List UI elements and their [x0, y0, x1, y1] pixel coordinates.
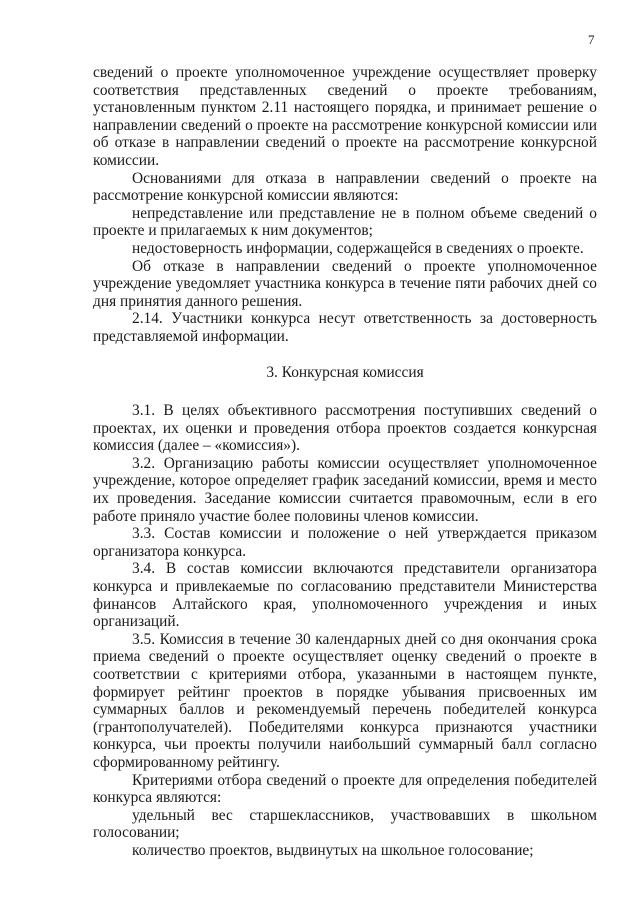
document-body	[93, 64, 597, 860]
page-number: 7	[588, 32, 595, 47]
body-paragraph: удельный вес старшеклассников, участвовавших в школьном голосовании;	[93, 806, 597, 842]
body-paragraph: Об отказе в направлении сведений о проекте уполномоченное учреждение уведомляет участника конкурса в течение пяти рабочих дней со дня принятия данного решения.	[93, 257, 597, 310]
body-paragraph: количество проектов, выдвинутых на школьное голосование;	[132, 841, 534, 859]
body-paragraph: 3.4. В состав комиссии включаются представители организатора конкурса и привлекаемые по согласованию представители Министерства финансов Алтайского края, уполномоченного учреждения и иных организаций.	[93, 560, 597, 631]
body-paragraph: 2.14. Участники конкурса несут ответственность за достоверность представляемой информации.	[93, 310, 597, 345]
body-paragraph: Основаниями для отказа в направлении сведений о проекте на рассмотрение конкурсной комиссии являются:	[93, 169, 597, 205]
body-paragraph: 3.1. В целях объективного рассмотрения поступивших сведений о проектах, их оценки и проведения отбора проектов создается конкурсная комиссия (далее – «комиссия»).	[93, 402, 597, 455]
section-heading: 3. Конкурсная комиссия	[266, 363, 424, 381]
body-paragraph: 3.5. Комиссия в течение 30 календарных дней со дня окончания срока приема сведений о проекте осуществляет оценку сведений о проекте в соответствии с критериями отбора, указанными в настоящем пункте, формирует рейтинг проектов в порядке убывания присвоенных им суммарных баллов и рекомендуемый перечень победителей конкурса (грантополучателей). Победителями конкурса признаются участники конкурса, чьи проекты получили наибольший суммарный балл согласно сформированному рейтингу.	[93, 630, 597, 771]
body-paragraph: непредставление или представление не в полном объеме сведений о проекте и прилагаемых к ним документов;	[93, 204, 597, 240]
body-paragraph: Критериями отбора сведений о проекте для определения победителей конкурса являются:	[93, 771, 597, 807]
body-paragraph: сведений о проекте уполномоченное учреждение осуществляет проверку соответствия представленных сведений о проекте требованиям, установленным пунктом 2.11 настоящего порядка, и принимает решение о направлении сведений о проекте на рассмотрение конкурсной комиссии или об отказе в направлении сведений о проекте на рассмотрение конкурсной комиссии.	[93, 64, 597, 169]
body-paragraph: 3.2. Организацию работы комиссии осуществляет уполномоченное учреждение, которое определяет график заседаний комиссии, время и место их проведения. Заседание комиссии считается правомочным, если в его работе приняло участие более половины членов комиссии.	[93, 454, 597, 525]
body-paragraph: 3.3. Состав комиссии и положение о ней утверждается приказом организатора конкурса.	[93, 525, 597, 560]
body-paragraph: недостоверность информации, содержащейся в сведениях о проекте.	[132, 239, 584, 257]
